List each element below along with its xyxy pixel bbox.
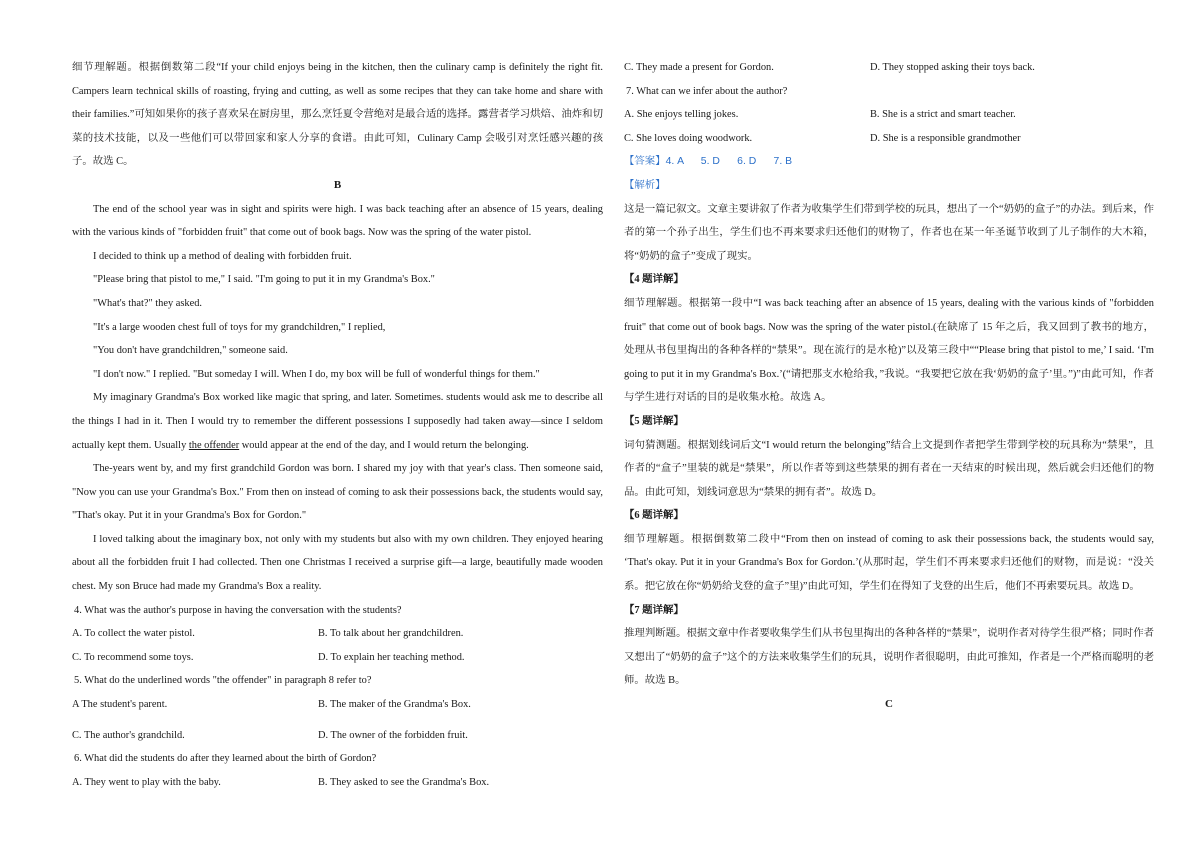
option-7c: C. She loves doing woodwork. xyxy=(624,132,753,144)
question-6-options-row-1 xyxy=(72,771,603,795)
option-7a: A. She enjoys telling jokes. xyxy=(624,109,739,121)
passage-paragraph-3: "Please bring that pistol to me," I said. "I'm going to put it in my Grandma's Box." xyxy=(93,274,435,286)
analysis-text: 这是一篇记叙文。文章主要讲叙了作者为收集学生们带到学校的玩具，想出了一个“奶奶的盒子”的办法。到后来，作者的第一个孙子出生，学生们也不再来要求归还他们的财物了，作者也在某一年圣诞节收到了儿子制作的大木箱，将“奶奶的盒子”变成了现实。 xyxy=(624,203,1154,262)
option-6a: A. They went to play with the baby. xyxy=(72,776,221,788)
section-b-heading: B xyxy=(333,178,342,191)
question-6: 6. What did the students do after they learned about the birth of Gordon? xyxy=(74,753,377,765)
passage-paragraph-9: The-years went by, and my first grandchild Gordon was born. I shared my joy with that year's class. Then someone said, "Now you can use your Grandma's Box." From then on instead of coming to ask their possessions back, the students would say, "That's okay. Put it in your Grandma's Box for Gordon." xyxy=(72,463,603,522)
left-column xyxy=(72,56,603,794)
question-5-detail: 词句猜测题。根据划线词后文“I would return the belonging”结合上文提到作者把学生带到学校的玩具称为“禁果”，且作者的“盒子”里装的就是“禁果”，所以作者等到这些禁果的拥有者在一天结束的时候出现，然后就会归还他们的物品。由此可知，划线词意思为“禁果的拥有者”。故选 D。 xyxy=(624,439,1154,498)
paragraph-8-text-end: would appear at the end of the day, and I would return the belonging. xyxy=(239,439,529,451)
question-7-options-row-2 xyxy=(624,127,1154,151)
passage-paragraph-7: "I don't now." I replied. "But someday I will. When I do, my box will be full of wonderful things for them." xyxy=(93,368,540,380)
option-5c: C. The author's grandchild. xyxy=(72,729,185,741)
option-4c: C. To recommend some toys. xyxy=(72,651,194,663)
answer-line xyxy=(624,150,1154,174)
option-6c: C. They made a present for Gordon. xyxy=(624,62,774,73)
option-4d: D. To explain her teaching method. xyxy=(318,651,465,663)
option-4b: B. To talk about her grandchildren. xyxy=(318,628,464,640)
passage-paragraph-6: "You don't have grandchildren," someone said. xyxy=(93,345,288,357)
paragraph-8-text-start: My imaginary Grandma's Box worked like magic that spring, and later. Sometimes. students would ask me to describe all the things I had in it. Then I would try to remember the different possessions I supposedly had taken away—since I seldom actually kept them. Usually xyxy=(72,392,603,451)
question-5: 5. What do the underlined words "the offender" in paragraph 8 refer to? xyxy=(74,675,372,687)
question-7-detail-heading: 【7 题详解】 xyxy=(624,604,684,616)
question-7-options-row-1 xyxy=(624,103,1154,127)
question-4-options-row-1 xyxy=(72,622,603,646)
previous-explanation: 细节理解题。根据倒数第二段“If your child enjoys being in the kitchen, then the culinary camp is definitely the right fit. Campers learn technical skills of roasting, frying and cutting, as well as some recipes that they can take home and share with their families.”可知如果你的孩子喜欢呆在厨房里，那么烹饪夏令营绝对是最合适的选择。露营者学习烘焙、油炸和切菜的技术技能，以及一些他们可以带回家和家人分享的食谱。由此可知，Culinary Camp 会吸引对烹饪感兴趣的孩子。故选 C。 xyxy=(72,62,603,168)
option-5b: B. The maker of the Grandma's Box. xyxy=(318,699,471,711)
underlined-words: the offender xyxy=(188,439,240,451)
option-5d: D. The owner of the forbidden fruit. xyxy=(318,729,468,741)
question-7: 7. What can we infer about the author? xyxy=(626,85,788,97)
passage-paragraph-2: I decided to think up a method of dealing with forbidden fruit. xyxy=(93,250,352,262)
question-4-detail-heading: 【4 题详解】 xyxy=(624,274,684,286)
question-5-options-row-2 xyxy=(72,724,603,748)
passage-paragraph-1: The end of the school year was in sight and spirits were high. I was back teaching after an absence of 15 years, dealing with the various kinds of "forbidden fruit" that come out of book bags. Now was the spring of the water pistol. xyxy=(72,203,603,239)
answer-key: 4. A 5. D 6. D 7. B xyxy=(665,156,793,168)
option-4a: A. To collect the water pistol. xyxy=(72,628,195,640)
question-4-detail: 细节理解题。根据第一段中“I was back teaching after an absence of 15 years, dealing with the various kinds of "forbidden fruit" that come out of book bags. Now was the spring of the water pistol.(在缺席了 15 年之后，我又回到了教书的地方，处理从书包里掏出的各种各样的“禁果”。现在流行的是水枪)”以及第三段中““Please bring that pistol to me,’ I said. ‘I'm going to put it in my Grandma's Box.’(“请把那支水枪给我，”我说。“我要把它放在我‘奶奶的盒子’里。”)”由此可知，作者与学生进行对话的目的是收集水枪。故选 A。 xyxy=(624,297,1154,404)
answer-label: 【答案】 xyxy=(624,156,666,168)
option-7b: B. She is a strict and smart teacher. xyxy=(870,109,1016,121)
passage-paragraph-8 xyxy=(72,386,603,457)
question-4-options-row-2 xyxy=(72,646,603,670)
option-6b: B. They asked to see the Grandma's Box. xyxy=(318,776,490,788)
option-6d: D. They stopped asking their toys back. xyxy=(870,62,1035,73)
question-7-detail: 推理判断题。根据文章中作者要收集学生们从书包里掏出的各种各样的“禁果”，说明作者对待学生很严格；同时作者又想出了“奶奶的盒子”这个的方法来收集学生们的玩具，说明作者很聪明，由此可推知，作者是一个严格而聪明的老师。故选 B。 xyxy=(624,628,1154,687)
question-5-detail-heading: 【5 题详解】 xyxy=(624,415,684,427)
analysis-label: 【解析】 xyxy=(624,179,666,191)
passage-paragraph-4: "What's that?" they asked. xyxy=(93,297,203,309)
passage-paragraph-5: "It's a large wooden chest full of toys for my grandchildren," I replied, xyxy=(93,321,386,333)
question-6-detail-heading: 【6 题详解】 xyxy=(624,510,684,522)
question-6-options-row-2 xyxy=(624,56,1154,80)
question-4: 4. What was the author's purpose in having the conversation with the students? xyxy=(74,604,402,616)
option-5a: A The student's parent. xyxy=(72,699,168,711)
question-5-options-row-1 xyxy=(72,693,603,717)
question-6-detail: 细节理解题。根据倒数第二段中“From then on instead of coming to ask their possessions back, the students would say, ‘That's okay. Put it in your Grandma's Box for Gordon.’(从那时起，学生们不再来要求归还他们的财物，而是说：“没关系。把它放在你“奶奶给戈登的盒子”里)”由此可知，学生们在得知了戈登的出生后，他们不再索要玩具。故选 D。 xyxy=(624,533,1154,593)
right-column xyxy=(624,56,1154,717)
passage-paragraph-10: I loved talking about the imaginary box, not only with my students but also with my own children. They enjoyed hearing about all the forbidden fruit I had collected. Then one Christmas I received a surprise gift—a large, beautifully made wooden chest. My son Bruce had made my Grandma's Box a reality. xyxy=(72,533,603,593)
option-7d: D. She is a responsible grandmother xyxy=(870,132,1021,144)
section-c-heading: C xyxy=(885,698,893,711)
